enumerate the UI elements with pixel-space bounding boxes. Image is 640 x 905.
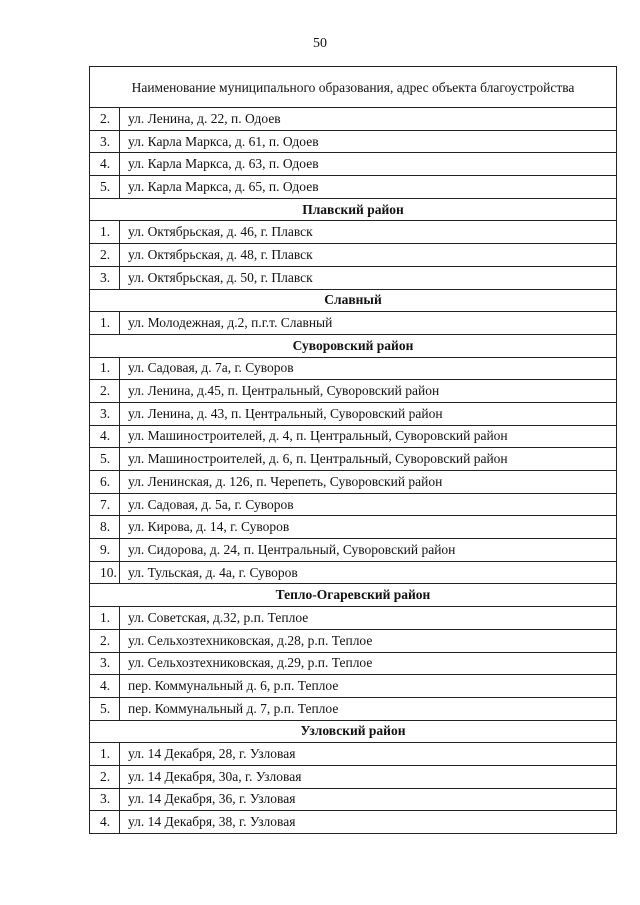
row-number: 4. [90, 811, 120, 834]
row-number: 10. [90, 561, 120, 584]
table-header-row [90, 67, 617, 108]
row-address: ул. Октябрьская, д. 50, г. Плавск [120, 266, 617, 289]
row-address: ул. Карла Маркса, д. 65, п. Одоев [120, 176, 617, 199]
table-row [90, 765, 617, 788]
row-number: 6. [90, 471, 120, 494]
table-row [90, 561, 617, 584]
table-row [90, 266, 617, 289]
row-address: ул. Октябрьская, д. 46, г. Плавск [120, 221, 617, 244]
row-address: ул. Карла Маркса, д. 61, п. Одоев [120, 130, 617, 153]
table-row [90, 697, 617, 720]
row-address: ул. 14 Декабря, 38, г. Узловая [120, 811, 617, 834]
section-title: Тепло-Огаревский район [90, 584, 617, 607]
row-address: ул. Садовая, д. 5а, г. Суворов [120, 493, 617, 516]
row-number: 1. [90, 221, 120, 244]
row-number: 1. [90, 743, 120, 766]
row-address: ул. 14 Декабря, 28, г. Узловая [120, 743, 617, 766]
table-row [90, 312, 617, 335]
page-number: 50 [313, 36, 327, 51]
table-row [90, 493, 617, 516]
table-row [90, 652, 617, 675]
table-row [90, 221, 617, 244]
row-address: ул. Машиностроителей, д. 4, п. Центральный, Суворовский район [120, 425, 617, 448]
row-address: ул. Ленинская, д. 126, п. Черепеть, Суворовский район [120, 471, 617, 494]
row-number: 3. [90, 402, 120, 425]
section-row [90, 334, 617, 357]
row-number: 2. [90, 380, 120, 403]
row-number: 8. [90, 516, 120, 539]
row-number: 2. [90, 765, 120, 788]
section-title: Узловский район [90, 720, 617, 743]
row-address: ул. Советская, д.32, р.п. Теплое [120, 607, 617, 630]
section-row [90, 720, 617, 743]
row-number: 1. [90, 607, 120, 630]
row-address: пер. Коммунальный д. 7, р.п. Теплое [120, 697, 617, 720]
section-row [90, 289, 617, 312]
table-row [90, 402, 617, 425]
row-number: 5. [90, 697, 120, 720]
section-row [90, 584, 617, 607]
table-row [90, 357, 617, 380]
table-row [90, 811, 617, 834]
section-title: Плавский район [90, 198, 617, 221]
table-row [90, 675, 617, 698]
row-number: 2. [90, 108, 120, 131]
row-number: 1. [90, 357, 120, 380]
table-row [90, 176, 617, 199]
row-address: пер. Коммунальный д. 6, р.п. Теплое [120, 675, 617, 698]
row-number: 4. [90, 675, 120, 698]
row-number: 1. [90, 312, 120, 335]
row-number: 3. [90, 266, 120, 289]
row-number: 3. [90, 652, 120, 675]
row-address: ул. Ленина, д.45, п. Центральный, Суворовский район [120, 380, 617, 403]
table-header-cell: Наименование муниципального образования, адрес объекта благоустройства [90, 67, 617, 108]
table-row [90, 425, 617, 448]
table-row [90, 108, 617, 131]
row-address: ул. Тульская, д. 4а, г. Суворов [120, 561, 617, 584]
row-number: 7. [90, 493, 120, 516]
table-row [90, 448, 617, 471]
section-title: Славный [90, 289, 617, 312]
table-row [90, 244, 617, 267]
row-address: ул. Садовая, д. 7а, г. Суворов [120, 357, 617, 380]
table-row [90, 380, 617, 403]
row-address: ул. 14 Декабря, 36, г. Узловая [120, 788, 617, 811]
row-number: 3. [90, 130, 120, 153]
row-address: ул. Сельхозтехниковская, д.28, р.п. Теплое [120, 629, 617, 652]
row-number: 9. [90, 539, 120, 562]
table-row [90, 629, 617, 652]
row-address: ул. Октябрьская, д. 48, г. Плавск [120, 244, 617, 267]
row-address: ул. Ленина, д. 22, п. Одоев [120, 108, 617, 131]
table-row [90, 516, 617, 539]
row-address: ул. Сельхозтехниковская, д.29, р.п. Теплое [120, 652, 617, 675]
row-number: 3. [90, 788, 120, 811]
row-number: 5. [90, 176, 120, 199]
table-row [90, 607, 617, 630]
table-row [90, 539, 617, 562]
section-title: Суворовский район [90, 334, 617, 357]
row-number: 5. [90, 448, 120, 471]
row-number: 2. [90, 629, 120, 652]
row-address: ул. Машиностроителей, д. 6, п. Центральный, Суворовский район [120, 448, 617, 471]
table-body [90, 67, 617, 834]
row-address: ул. Карла Маркса, д. 63, п. Одоев [120, 153, 617, 176]
row-address: ул. 14 Декабря, 30а, г. Узловая [120, 765, 617, 788]
row-number: 4. [90, 425, 120, 448]
row-address: ул. Ленина, д. 43, п. Центральный, Суворовский район [120, 402, 617, 425]
row-address: ул. Молодежная, д.2, п.г.т. Славный [120, 312, 617, 335]
row-number: 4. [90, 153, 120, 176]
row-number: 2. [90, 244, 120, 267]
section-row [90, 198, 617, 221]
address-table [89, 66, 617, 834]
table-row [90, 788, 617, 811]
table-row [90, 743, 617, 766]
table-row [90, 471, 617, 494]
table-row [90, 130, 617, 153]
row-address: ул. Сидорова, д. 24, п. Центральный, Суворовский район [120, 539, 617, 562]
table-row [90, 153, 617, 176]
row-address: ул. Кирова, д. 14, г. Суворов [120, 516, 617, 539]
